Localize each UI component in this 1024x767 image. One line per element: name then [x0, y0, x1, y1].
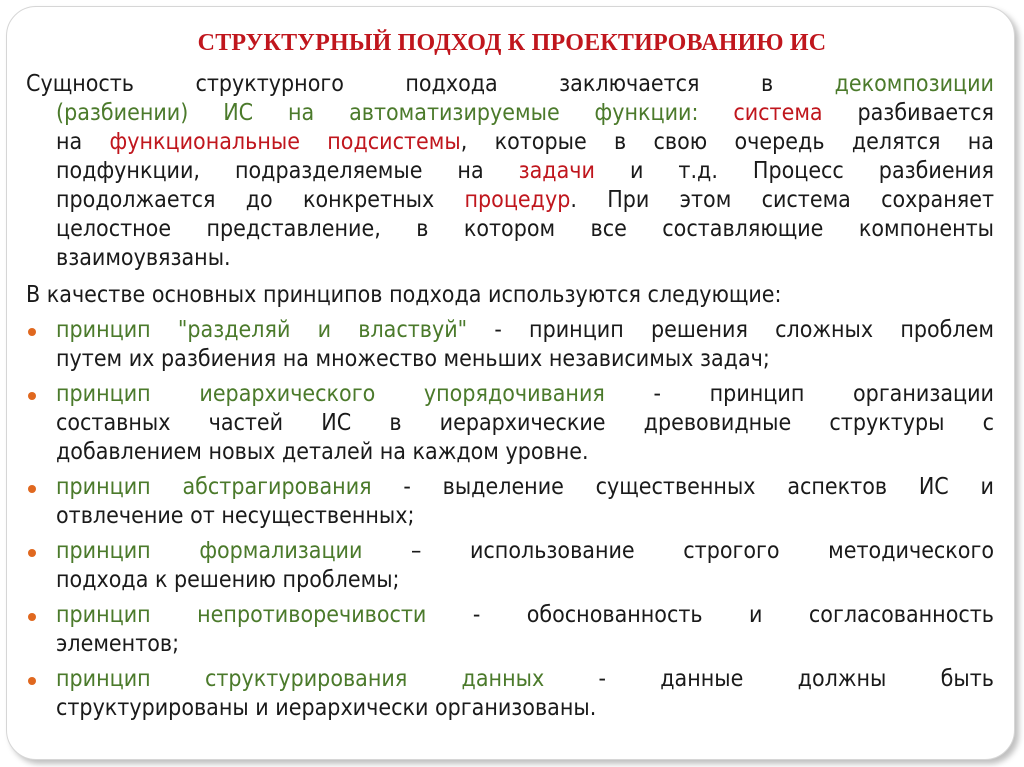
bullet-icon — [28, 328, 36, 336]
item-line: составных частей ИС в иерархические древовидные структуры с — [56, 410, 994, 436]
list-item — [26, 316, 994, 374]
list-item — [26, 473, 994, 531]
bullet-icon — [28, 613, 36, 621]
term-decomposition: декомпозиции — [834, 71, 994, 97]
principle-name: принцип формализации — [56, 538, 363, 564]
bullet-icon — [28, 392, 36, 400]
definition-paragraph — [26, 70, 994, 273]
para-text: продолжается до конкретных — [56, 187, 465, 213]
principle-name: принцип непротиворечивости — [56, 602, 427, 628]
principle-name: принцип иерархического упорядочивания — [56, 381, 605, 407]
para-text: и т.д. Процесс разбиения — [594, 158, 994, 184]
list-item — [26, 380, 994, 467]
principle-desc: - выделение существенных аспектов ИС и — [371, 474, 994, 500]
item-line — [56, 380, 994, 409]
item-line: элементов; — [56, 631, 180, 657]
item-line: подхода к решению проблемы; — [56, 567, 400, 593]
para-text: , которые в свою очередь делятся на — [460, 129, 994, 155]
bullet-icon — [28, 677, 36, 685]
item-line — [56, 537, 994, 566]
principle-desc: - обоснованность и согласованность — [426, 602, 994, 628]
principle-name: принцип "разделяй и властвуй" — [56, 317, 468, 343]
term-tasks: задачи — [518, 158, 595, 184]
bullet-icon — [28, 549, 36, 557]
item-line — [56, 665, 994, 694]
para-line-7: взаимоувязаны. — [56, 245, 231, 271]
item-line: добавлением новых деталей на каждом уровне. — [56, 439, 589, 465]
principles-list — [26, 316, 994, 723]
item-line: отвлечение от несущественных; — [56, 503, 415, 529]
principles-intro — [26, 281, 994, 310]
list-item — [26, 665, 994, 723]
para-line-3 — [26, 128, 994, 157]
slide-content — [26, 70, 994, 729]
para-line-5 — [26, 186, 994, 215]
list-item — [26, 601, 994, 659]
para-line-1 — [26, 70, 994, 99]
para-text: подфункции, подразделяемые на — [56, 158, 519, 184]
para-text: на — [56, 129, 110, 155]
para-line-4 — [26, 157, 994, 186]
item-line: путем их разбиения на множество меньших независимых задач; — [56, 346, 770, 372]
principle-desc: – использование строгого методического — [362, 538, 994, 564]
para-line-6: целостное представление, в котором все составляющие компоненты — [56, 216, 994, 242]
principle-desc: - принцип решения сложных проблем — [467, 317, 994, 343]
list-item — [26, 537, 994, 595]
principle-name: принцип структурирования данных — [56, 666, 545, 692]
item-line: структурированы и иерархически организованы. — [56, 695, 597, 721]
term-subsystems: функциональные подсистемы — [109, 129, 461, 155]
bullet-icon — [28, 485, 36, 493]
para-text: разбивается — [822, 100, 994, 126]
term-automated-functions: (разбиении) ИС на автоматизируемые функции: — [56, 100, 699, 126]
para-text: Сущность структурного подхода заключается в — [26, 71, 835, 97]
principle-desc: - принцип организации — [604, 381, 994, 407]
principle-desc: - данные должны быть — [544, 666, 994, 692]
para-line-2 — [26, 99, 994, 128]
item-line — [56, 473, 994, 502]
slide-title: СТРУКТУРНЫЙ ПОДХОД К ПРОЕКТИРОВАНИЮ ИС — [197, 30, 827, 56]
item-line — [56, 601, 994, 630]
item-line — [56, 316, 994, 345]
term-procedures: процедур — [464, 187, 571, 213]
term-system: система — [733, 100, 823, 126]
intro-line: В качестве основных принципов подхода используются следующие: — [26, 282, 782, 308]
principle-name: принцип абстрагирования — [56, 474, 372, 500]
para-text: . При этом система сохраняет — [570, 187, 994, 213]
